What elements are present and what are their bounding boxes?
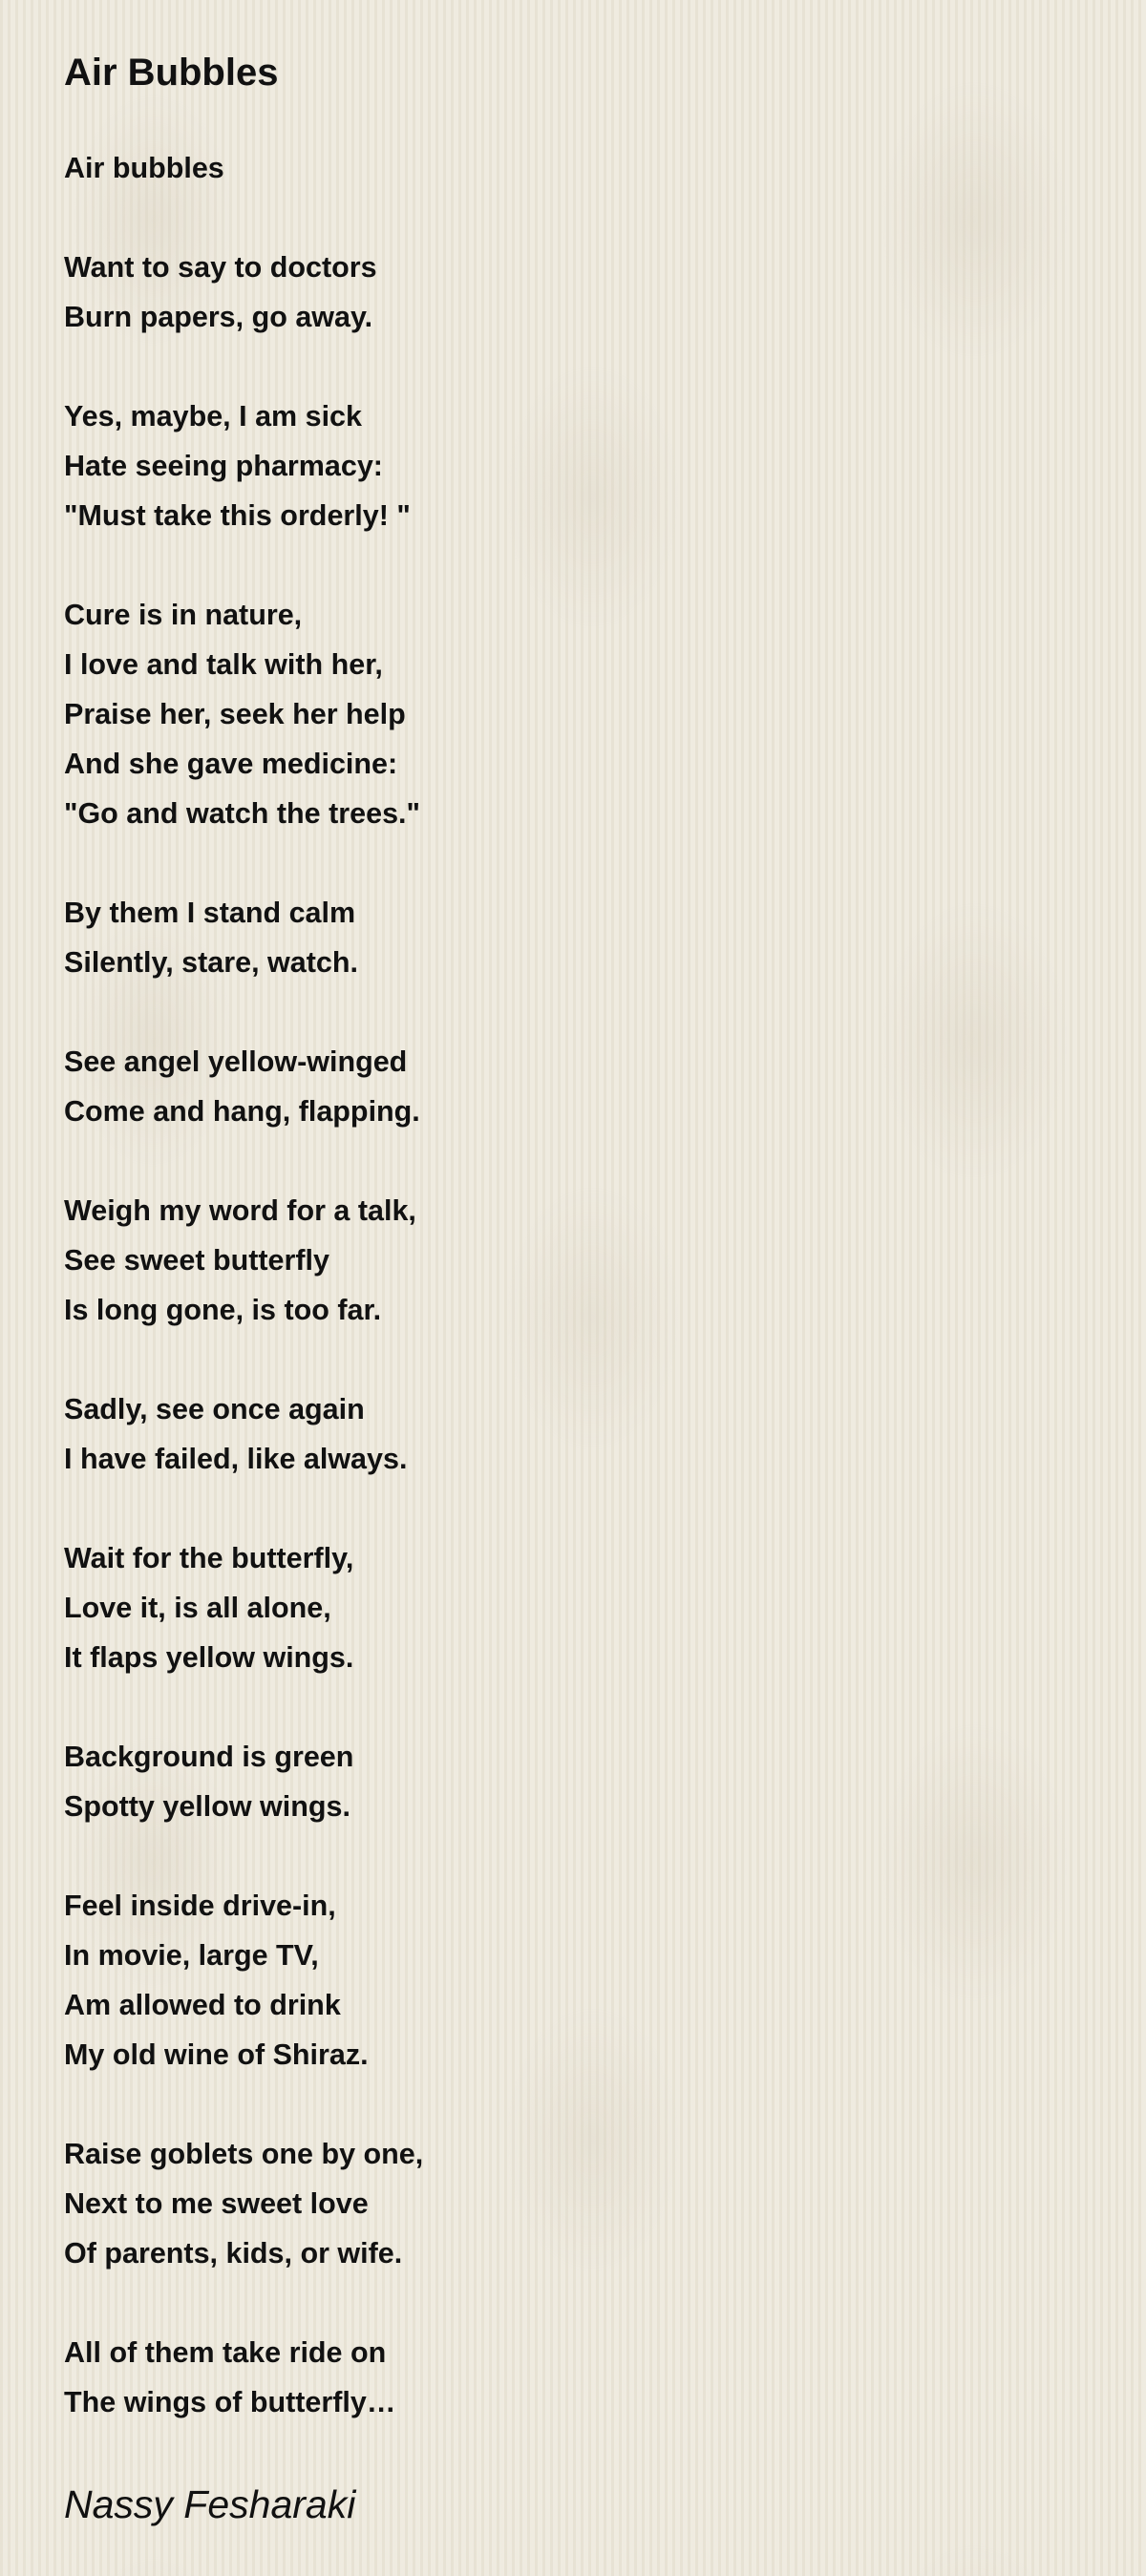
- poem-line: Am allowed to drink: [64, 1989, 341, 2021]
- poem-line: Of parents, kids, or wife.: [64, 2237, 403, 2270]
- poem-line: See angel yellow-winged: [64, 1045, 408, 1078]
- stanza-break: [64, 987, 423, 1037]
- poem-line: Praise her, seek her help: [64, 698, 406, 730]
- poem-line: "Must take this orderly! ": [64, 499, 411, 532]
- poem-line: Want to say to doctors: [64, 251, 377, 284]
- poem-line: Love it, is all alone,: [64, 1592, 331, 1624]
- stanza-break: [64, 1682, 423, 1732]
- poem-line: And she gave medicine:: [64, 748, 398, 780]
- stanza-break: [64, 2080, 423, 2129]
- stanza-break: [64, 838, 423, 888]
- poem-line: Raise goblets one by one,: [64, 2138, 424, 2170]
- poem-line: Wait for the butterfly,: [64, 1542, 354, 1574]
- stanza-break: [64, 1484, 423, 1533]
- poem-body: [64, 143, 423, 2427]
- poem-line: Sadly, see once again: [64, 1393, 365, 1425]
- poem-line: Is long gone, is too far.: [64, 1294, 382, 1326]
- stanza-break: [64, 1136, 423, 1186]
- poem-line: Cure is in nature,: [64, 599, 303, 631]
- poem-line: All of them take ride on: [64, 2336, 387, 2369]
- poem-line: "Go and watch the trees.": [64, 797, 420, 830]
- stanza-break: [64, 540, 423, 590]
- poem-line: Weigh my word for a talk,: [64, 1194, 416, 1227]
- poem-line: See sweet butterfly: [64, 1244, 329, 1277]
- poem-line: Air bubbles: [64, 152, 224, 184]
- stanza-break: [64, 1831, 423, 1881]
- stanza-break: [64, 2278, 423, 2328]
- poem-line: In movie, large TV,: [64, 1939, 319, 1972]
- stanza-break: [64, 1335, 423, 1384]
- poem-line: Silently, stare, watch.: [64, 946, 358, 979]
- poem-line: It flaps yellow wings.: [64, 1641, 354, 1674]
- poem-line: I have failed, like always.: [64, 1443, 408, 1475]
- author-signature: Nassy Fesharaki: [64, 2482, 356, 2526]
- poem-line: Hate seeing pharmacy:: [64, 450, 383, 482]
- poem-line: Spotty yellow wings.: [64, 1790, 350, 1823]
- stanza-break: [64, 193, 423, 243]
- stanza-break: [64, 342, 423, 391]
- poem-line: The wings of butterfly…: [64, 2386, 396, 2418]
- poem-line: My old wine of Shiraz.: [64, 2038, 369, 2071]
- poem-line: Next to me sweet love: [64, 2187, 369, 2220]
- poem-line: I love and talk with her,: [64, 648, 383, 681]
- poem-line: By them I stand calm: [64, 897, 356, 929]
- poem-line: Yes, maybe, I am sick: [64, 400, 362, 433]
- poem-line: Feel inside drive-in,: [64, 1890, 336, 1922]
- poem-line: Come and hang, flapping.: [64, 1095, 420, 1128]
- poem-title: Air Bubbles: [64, 52, 279, 94]
- poem-line: Background is green: [64, 1741, 354, 1773]
- poem-line: Burn papers, go away.: [64, 301, 373, 333]
